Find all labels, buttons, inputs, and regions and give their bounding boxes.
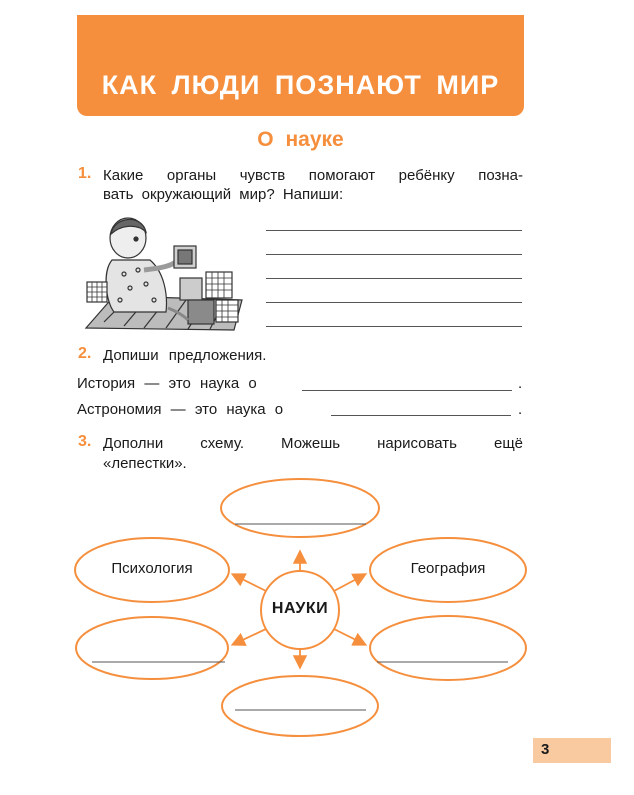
chapter-title: КАК ЛЮДИ ПОЗНАЮТ МИР <box>101 70 500 100</box>
arrow-left-down <box>234 629 266 644</box>
answer-line-5[interactable] <box>266 326 522 327</box>
node-psychology: Психология <box>111 560 193 577</box>
arrow-left-up <box>234 575 266 591</box>
page-number: 3 <box>541 741 550 758</box>
sentence-astronomy-end: . <box>518 401 523 418</box>
answer-line-3[interactable] <box>266 278 522 279</box>
sentence-astronomy: Астрономия — это наука о <box>77 401 284 418</box>
task-1-text-line1: Какие органы чувств помогают ребёнку позна- <box>103 167 523 184</box>
answer-line-4[interactable] <box>266 302 522 303</box>
task-1-text-line2: вать окружающий мир? Напиши: <box>103 186 344 203</box>
node-geography: География <box>410 560 486 577</box>
sentence-history: История — это наука о <box>77 375 257 392</box>
task-3-text-line2: «лепестки». <box>103 455 187 472</box>
petal-right-bottom[interactable] <box>370 616 526 680</box>
diagram-center-label: НАУКИ <box>271 600 329 617</box>
petal-top[interactable] <box>221 479 379 537</box>
chapter-banner <box>77 15 524 116</box>
answer-line-1[interactable] <box>266 230 522 231</box>
petal-left-bottom[interactable] <box>76 617 228 679</box>
science-diagram <box>70 478 530 738</box>
section-title: О науке <box>257 128 344 151</box>
arrow-right-down <box>334 629 364 644</box>
task-2-text: Допиши предложения. <box>103 347 267 364</box>
arrow-right-up <box>334 575 364 591</box>
task-1-number: 1. <box>78 165 92 182</box>
task-3-number: 3. <box>78 433 92 450</box>
task-3-text-line1: Дополни схему. Можешь нарисовать ещё <box>103 435 523 452</box>
sentence-history-end: . <box>518 375 523 392</box>
page-number-tab <box>533 738 611 763</box>
sentence-history-answer-line[interactable] <box>302 390 512 391</box>
sentence-astronomy-answer-line[interactable] <box>331 415 511 416</box>
petal-bottom[interactable] <box>222 676 378 736</box>
answer-line-2[interactable] <box>266 254 522 255</box>
task-2-number: 2. <box>78 345 92 362</box>
child-with-blocks-illustration <box>84 212 244 332</box>
